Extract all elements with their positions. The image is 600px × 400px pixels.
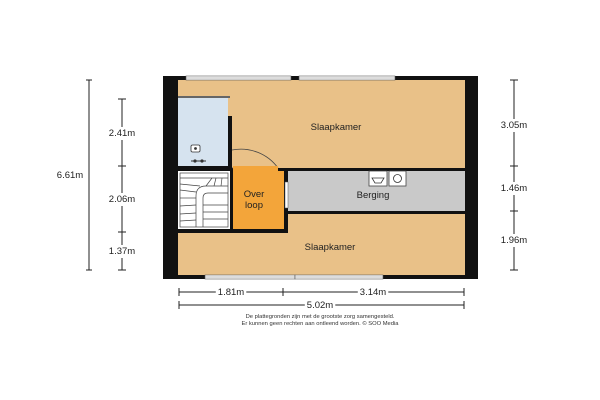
- bathroom-area: [178, 98, 228, 166]
- dim-bottom-total-label: 5.02m: [306, 300, 334, 311]
- room-label-landing-line1: Over: [243, 189, 265, 200]
- window-top-left: [186, 76, 291, 80]
- dim-left-total: [86, 80, 92, 270]
- wall-storage-bottom: [285, 211, 465, 214]
- dryer-icon: [389, 171, 406, 186]
- sink-icon: [191, 145, 200, 152]
- dim-bottom-left-label: 1.81m: [217, 287, 245, 298]
- wall-stair-right: [230, 171, 233, 229]
- wall-landing-bottom: [178, 229, 288, 233]
- wall-storage-top: [285, 168, 465, 171]
- dim-right-bottom-label: 1.96m: [500, 235, 528, 246]
- washing-machine-icon: [369, 171, 387, 186]
- dim-left-total-label: 6.61m: [56, 170, 84, 181]
- window-bottom-left: [205, 275, 295, 279]
- room-label-landing-line2: loop: [245, 200, 263, 211]
- dim-right-top-label: 3.05m: [500, 120, 528, 131]
- dim-right-middle-label: 1.46m: [500, 183, 528, 194]
- disclaimer-line1: De plattegronden zijn met de grootste zorg samengesteld.: [245, 314, 395, 320]
- disclaimer-line2: Er kunnen geen rechten aan ontleend worden. © SOO Media: [241, 321, 399, 327]
- room-label-bedroom-bottom: Slaapkamer: [304, 242, 356, 253]
- wall-bath-top: [178, 96, 230, 98]
- dim-left-bottom-label: 1.37m: [108, 246, 136, 257]
- storage-door: [285, 182, 288, 208]
- wall-bath-right: [228, 116, 232, 168]
- wall-upper-band: [178, 166, 232, 171]
- window-top-right: [299, 76, 395, 80]
- room-label-storage: Berging: [356, 190, 390, 201]
- window-bottom-right: [295, 275, 383, 279]
- dim-left-top-label: 2.41m: [108, 128, 136, 139]
- dim-left-middle-label: 2.06m: [108, 194, 136, 205]
- dim-left-segments: [118, 99, 126, 270]
- dim-bottom-right-label: 3.14m: [359, 287, 387, 298]
- door-opening: [233, 166, 278, 171]
- room-label-bedroom-top: Slaapkamer: [310, 122, 362, 133]
